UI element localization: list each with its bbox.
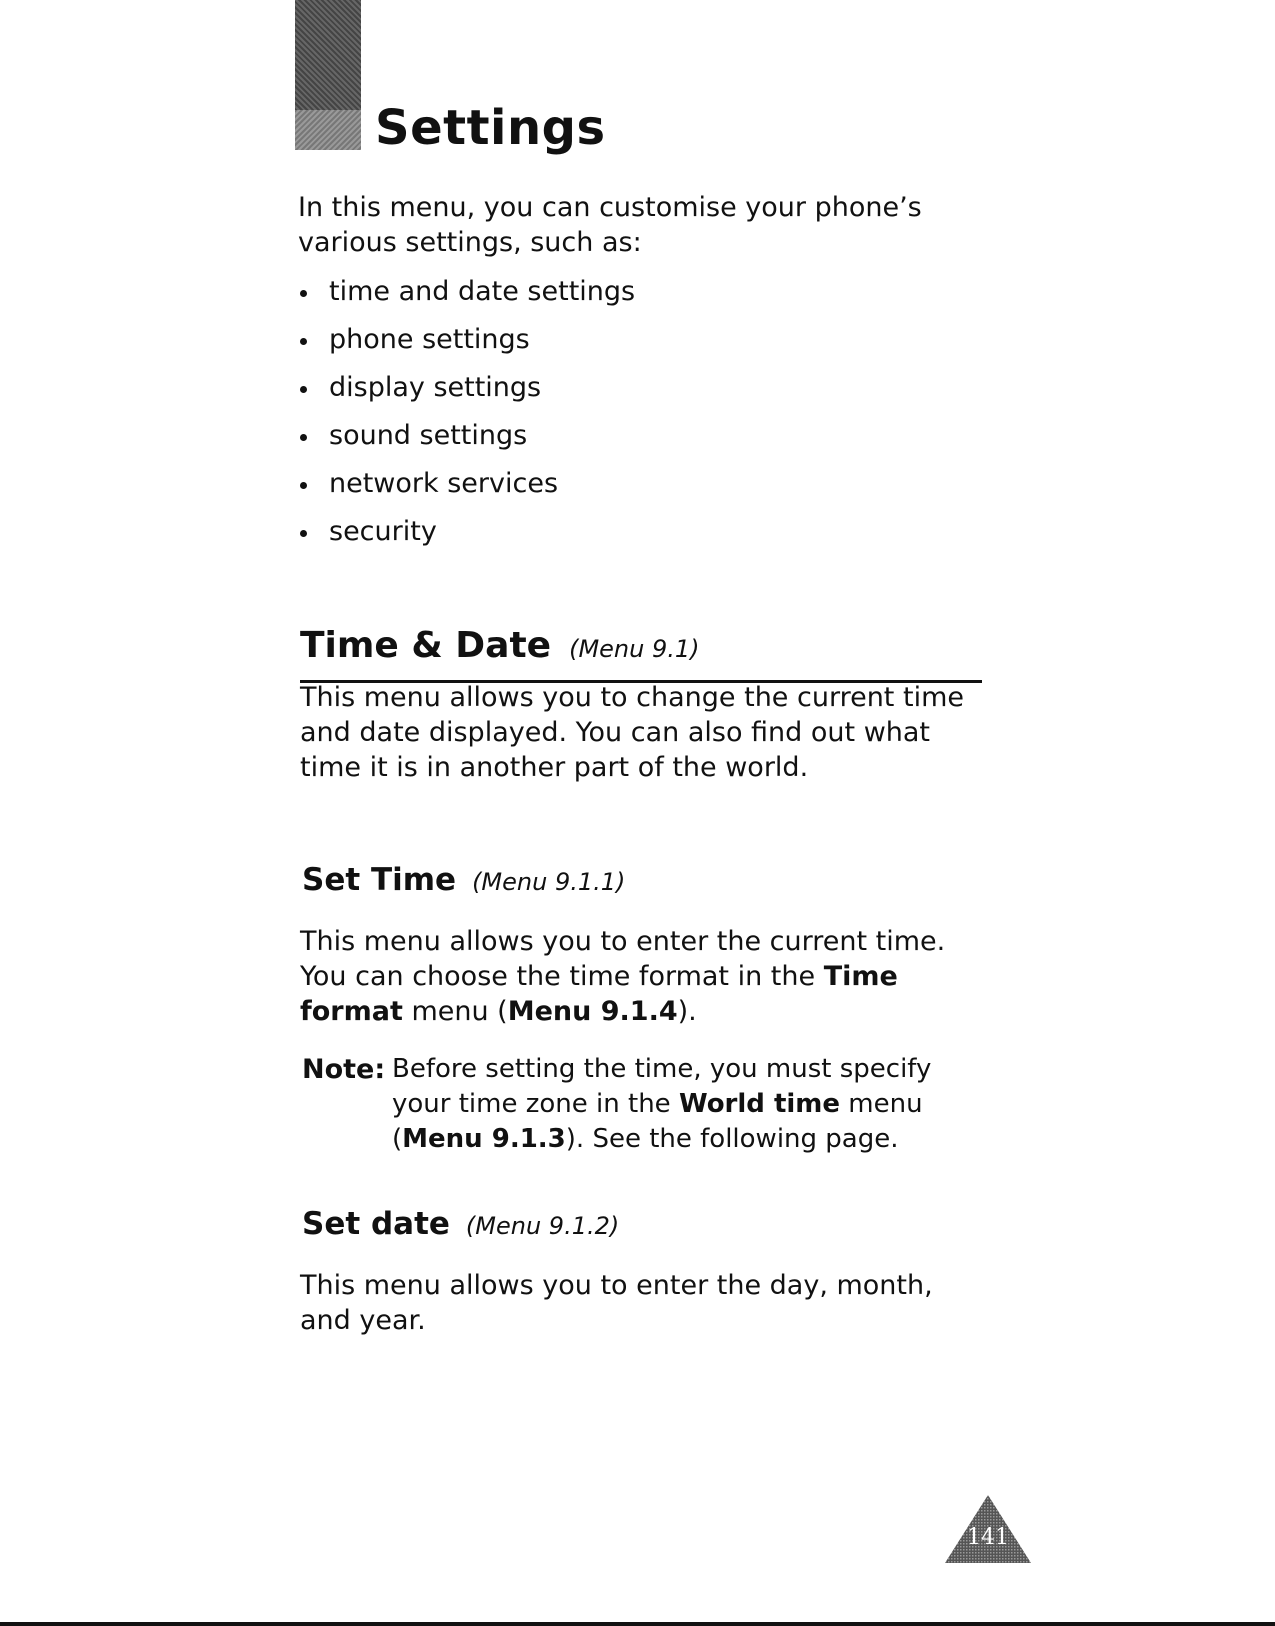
note-text: ). See the following page. (565, 1124, 899, 1154)
set-date-heading (302, 1206, 619, 1242)
time-format-ref: Time format (300, 961, 898, 1027)
list-item: security (298, 512, 635, 560)
intro-paragraph: In this menu, you can customise your phone’s various settings, such as: (298, 192, 922, 258)
set-time-menu-ref: (Menu 9.1.1) (472, 868, 626, 896)
menu-913-ref: Menu 9.1.3 (402, 1124, 566, 1154)
set-time-text: ). (677, 996, 697, 1027)
set-time-text: menu ( (402, 996, 508, 1027)
menu-914-ref: Menu 9.1.4 (507, 996, 678, 1027)
note-body (392, 1052, 992, 1157)
set-time-title: Set Time (302, 862, 457, 898)
time-date-heading (300, 625, 982, 683)
set-date-menu-ref: (Menu 9.1.2) (465, 1212, 620, 1240)
settings-bullet-list (298, 272, 635, 560)
list-item: display settings (298, 368, 635, 416)
chapter-tab-marker (295, 0, 361, 150)
page-number-badge (945, 1495, 1031, 1563)
set-date-description: This menu allows you to enter the day, month, and year. (300, 1270, 933, 1336)
page-bottom-rule (0, 1622, 1275, 1626)
list-item: sound settings (298, 416, 635, 464)
list-item: phone settings (298, 320, 635, 368)
list-item: network services (298, 464, 635, 512)
note-label: Note: (302, 1054, 386, 1085)
time-date-description: This menu allows you to change the current time and date displayed. You can also find out what time it is in another part of the world. (300, 682, 964, 783)
chapter-title: Settings (375, 100, 606, 156)
note-text: Before setting the time, you must specify your time zone in the (392, 1054, 932, 1119)
list-item: time and date settings (298, 272, 635, 320)
set-time-heading (302, 862, 625, 898)
note-text: menu ( (392, 1089, 923, 1154)
world-time-ref: World time (678, 1089, 841, 1119)
set-date-title: Set date (302, 1206, 450, 1242)
page-number: 141 (967, 1525, 1009, 1550)
time-date-title: Time & Date (300, 625, 552, 666)
set-time-description (300, 924, 980, 1029)
set-time-text: This menu allows you to enter the current time. You can choose the time format in the (300, 926, 946, 992)
note-block (302, 1052, 992, 1157)
time-date-menu-ref: (Menu 9.1) (569, 635, 700, 663)
